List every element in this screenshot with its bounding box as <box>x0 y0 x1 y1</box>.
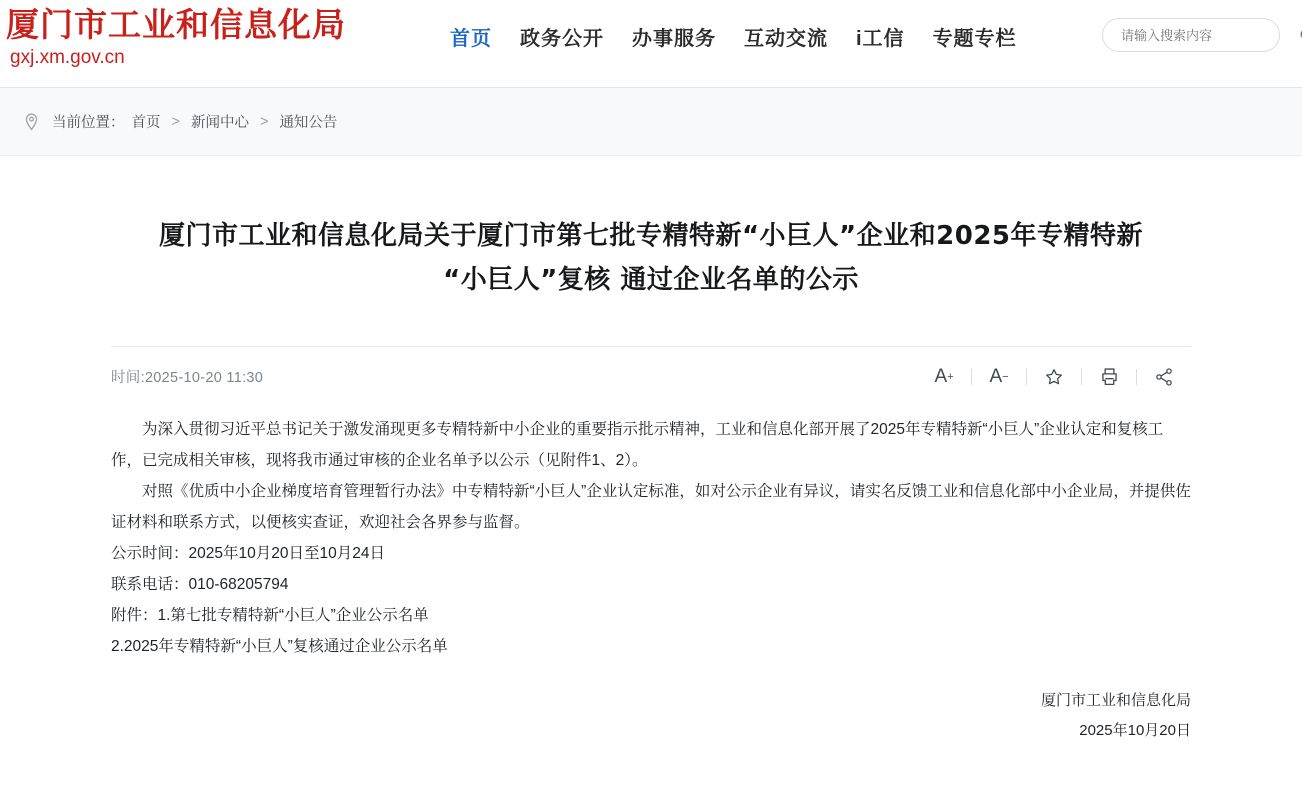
nav-item-services[interactable]: 办事服务 <box>632 28 716 50</box>
location-pin-icon <box>24 113 39 131</box>
nav-item-home[interactable]: 首页 <box>450 28 492 50</box>
page-title-line2: “小巨人”复核 通过企业名单的公示 <box>443 265 859 295</box>
article-signature <box>111 686 1191 746</box>
site-logo[interactable] <box>0 0 450 70</box>
search-box[interactable] <box>1102 18 1280 52</box>
print-icon[interactable] <box>1082 363 1136 391</box>
breadcrumb-separator: > <box>259 113 269 130</box>
article-line-attachment-2: 2.2025年专精特新“小巨人”复核通过企业公示名单 <box>111 638 448 655</box>
article-line-attachment-1: 附件：1.第七批专精特新“小巨人”企业公示名单 <box>111 607 429 624</box>
search-input[interactable] <box>1119 27 1299 44</box>
nav-item-topics[interactable]: 专题专栏 <box>932 28 1017 50</box>
nav-item-igongxin[interactable]: i工信 <box>856 28 905 50</box>
breadcrumb-item-news-center[interactable]: 新闻中心 <box>190 115 249 131</box>
breadcrumb-label: 当前位置： <box>52 115 125 131</box>
logo-title: 厦门市工业和信息化局 <box>6 5 346 44</box>
site-header <box>0 0 1302 88</box>
font-increase-icon[interactable]: A + <box>934 365 954 387</box>
article-line-contact-phone: 联系电话：010-68205794 <box>111 576 289 593</box>
article-line-publicity-period: 公示时间：2025年10月20日至10月24日 <box>111 545 385 562</box>
nav-item-interaction[interactable]: 互动交流 <box>744 28 828 50</box>
article-paragraph: 为深入贯彻习近平总书记关于激发涌现更多专精特新中小企业的重要指示批示精神，工业和信息化部开展了2025年专精特新“小巨人”企业认定和复核工作，已完成相关审核，现将我市通过审核的企业名单予以公示（见附件1、2）。 <box>111 421 1164 469</box>
article-meta <box>111 346 1191 392</box>
breadcrumb <box>24 111 337 132</box>
signature-org: 厦门市工业和信息化局 <box>1040 692 1191 709</box>
logo-domain: gxj.xm.gov.cn <box>10 47 125 68</box>
breadcrumb-item-home[interactable]: 首页 <box>131 115 161 131</box>
page-title <box>111 214 1191 302</box>
breadcrumb-bar <box>0 88 1302 156</box>
breadcrumb-item-notices[interactable]: 通知公告 <box>279 115 338 131</box>
favorite-star-icon[interactable] <box>1027 363 1081 391</box>
article-paragraph: 对照《优质中小企业梯度培育管理暂行办法》中专精特新“小巨人”企业认定标准，如对公示企业有异议，请实名反馈工业和信息化部中小企业局，并提供佐证材料和联系方式，以便核实查证，欢迎社会各界参与监督。 <box>111 483 1191 531</box>
font-decrease-icon[interactable]: A − <box>989 365 1009 387</box>
page-title-line1: 厦门市工业和信息化局关于厦门市第七批专精特新“小巨人”企业和2025年专精特新 <box>158 221 1144 251</box>
article-body <box>111 414 1191 662</box>
article-tools <box>917 363 1191 391</box>
share-icon[interactable] <box>1137 363 1191 391</box>
breadcrumb-separator: > <box>171 113 180 130</box>
signature-date: 2025年10月20日 <box>1079 722 1191 739</box>
nav-item-government-affairs[interactable]: 政务公开 <box>520 28 604 50</box>
publish-time: 时间:2025-10-20 11:30 <box>111 370 264 386</box>
article <box>111 156 1191 746</box>
